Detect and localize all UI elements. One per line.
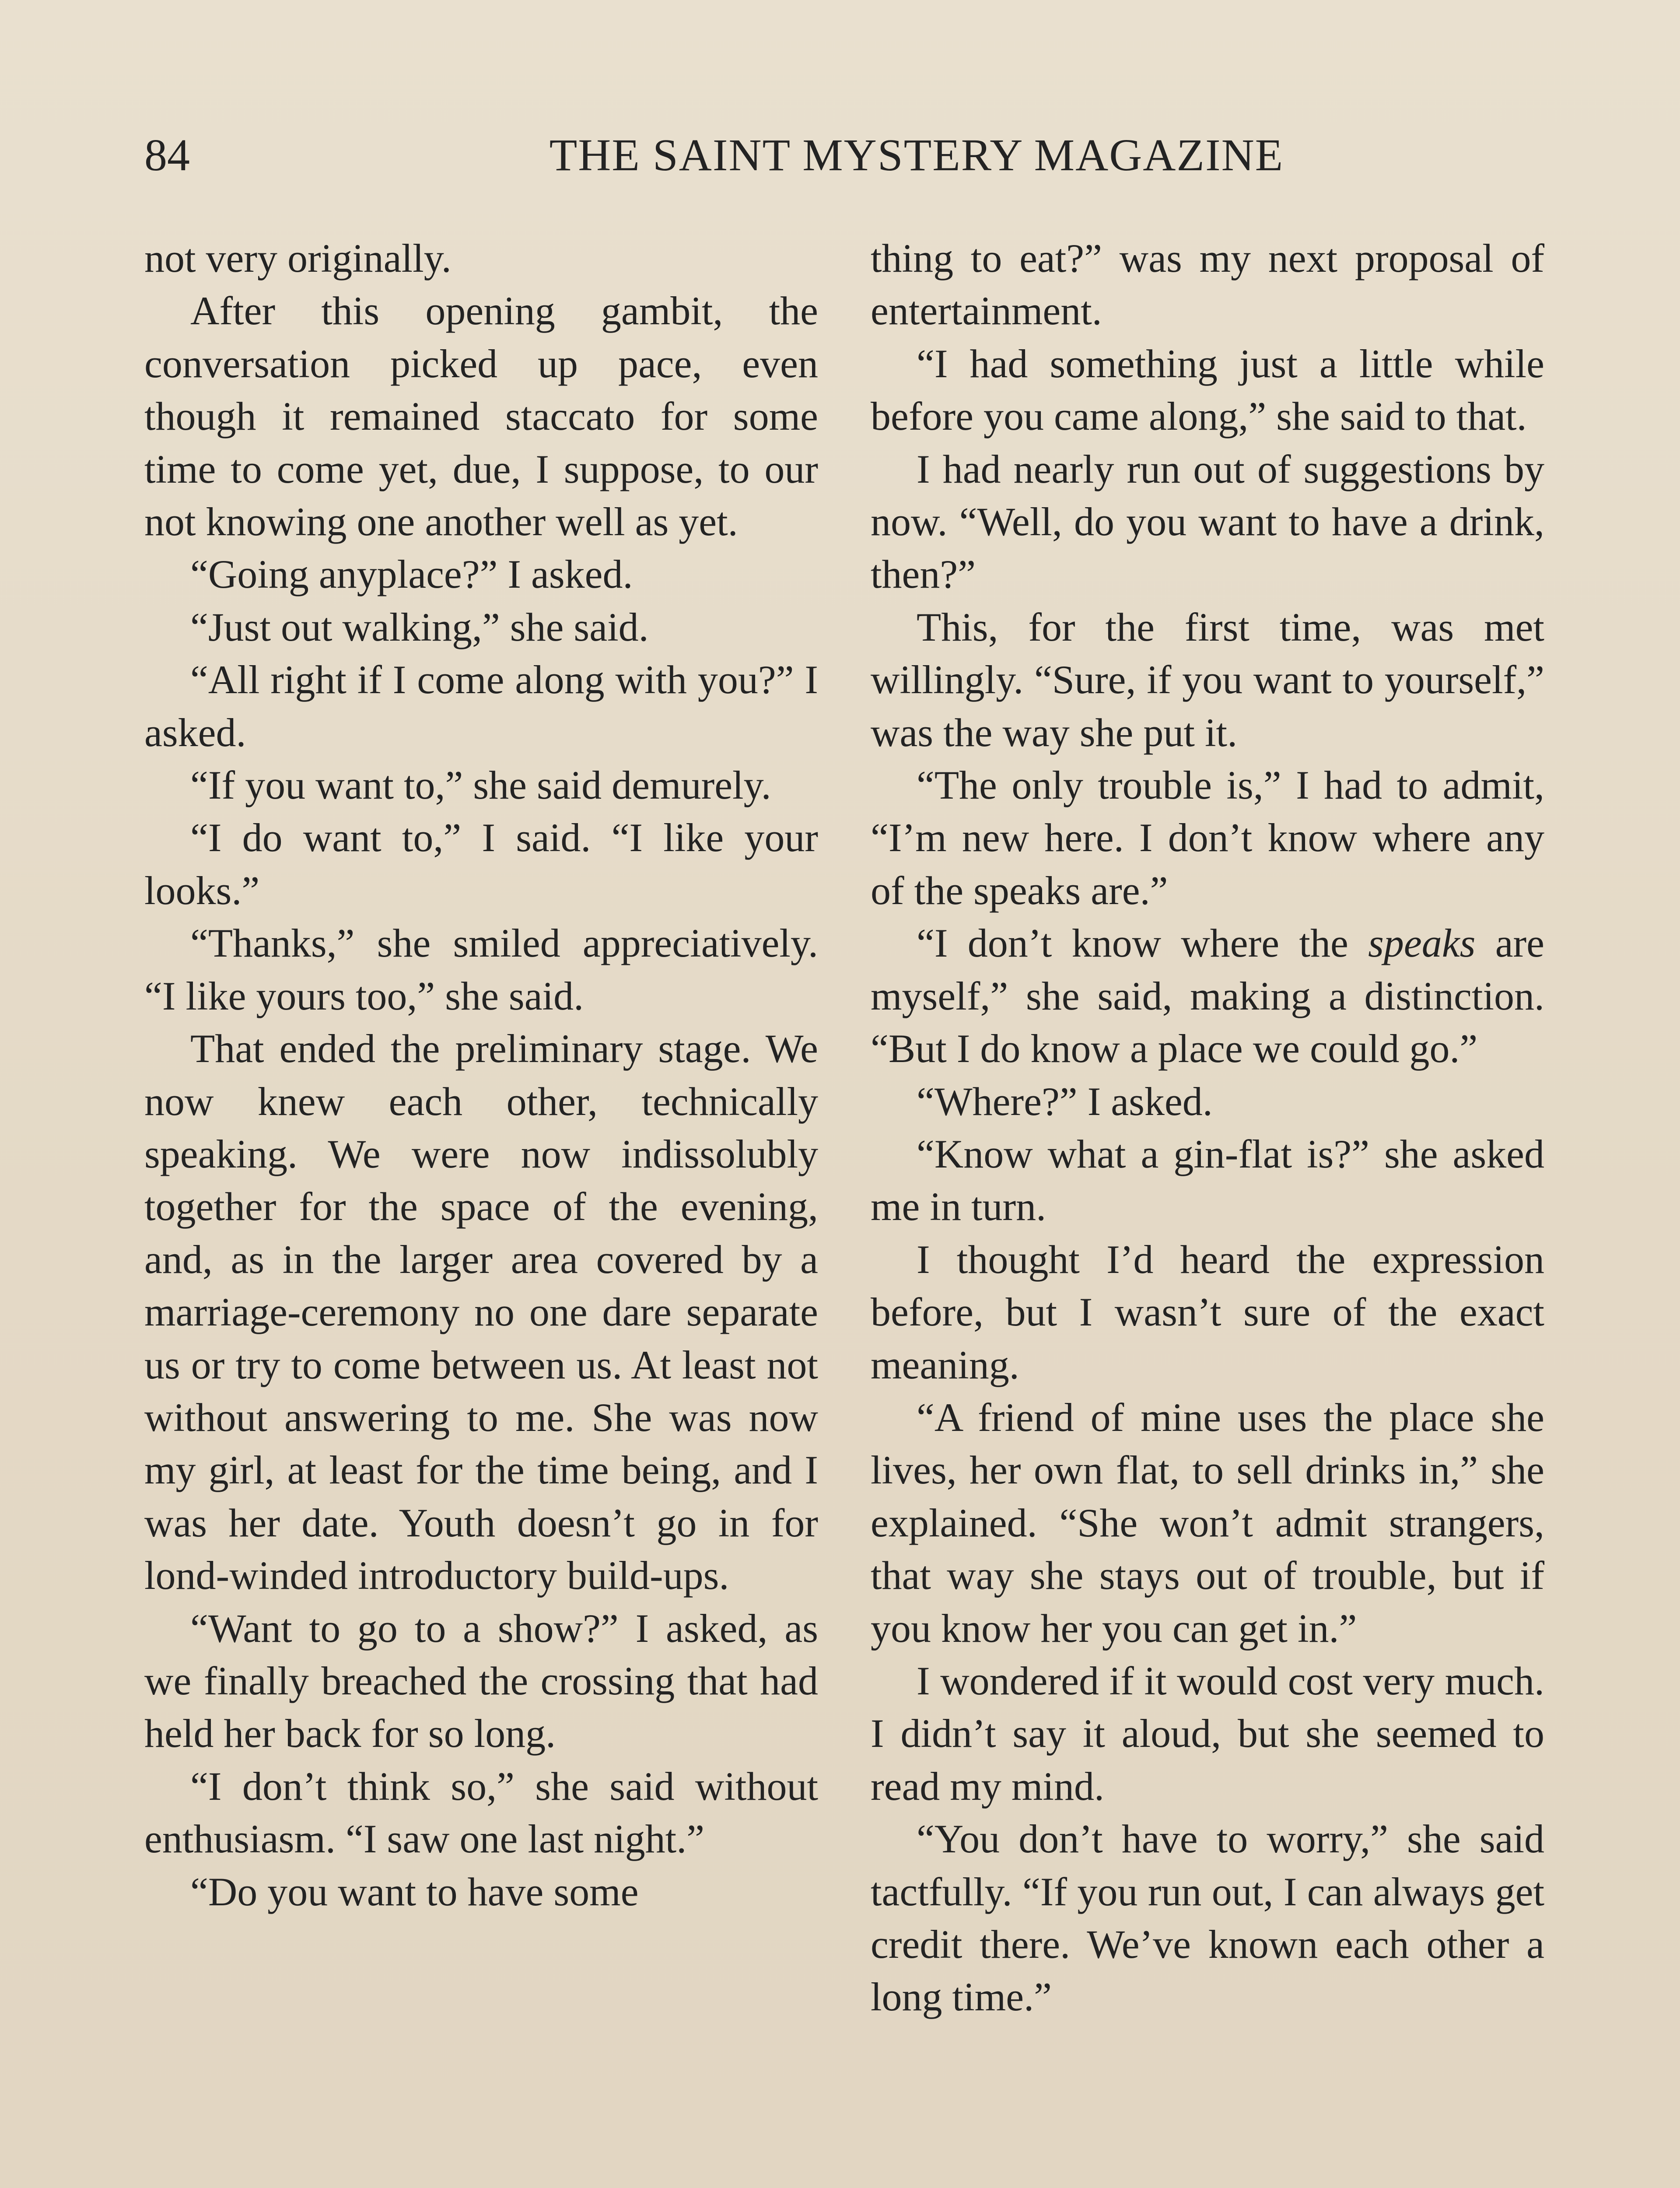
running-head: THE SAINT MYSTERY MAGAZINE xyxy=(549,130,1284,180)
paragraph: “Just out walking,” she said. xyxy=(190,604,649,649)
paragraph: I had nearly run out of suggestions by now. “Well, do you want to have a drink, then?” xyxy=(871,446,1544,597)
paragraph: not very originally. xyxy=(144,236,452,281)
paragraph: After this opening gambit, the conversation picked up pace, even though it remained staccato for some time to come yet, due, I suppose, to our not knowing one another well as yet. xyxy=(144,288,818,544)
paragraph: “Want to go to a show?” I asked, as we finally breached the crossing that had held her back for so long. xyxy=(144,1606,818,1756)
paragraph: “If you want to,” she said demurely. xyxy=(190,763,771,808)
text-run: “I don’t know where the xyxy=(917,921,1368,966)
text-run: are myself,” she said, making a distinction. “But I do know a place we could go.” xyxy=(871,921,1544,1071)
paragraph: “You don’t have to worry,” she said tactfully. “If you run out, I can always get credit there. We’ve known each other a long time.” xyxy=(871,1816,1544,2020)
paragraph-with-italic xyxy=(871,917,1544,1075)
paragraph: That ended the preliminary stage. We now knew each other, technically speaking. We were now indissolubly together for the space of the evening, and, as in the larger area covered by a marriage-ceremony no one dare separate us or try to come between us. At least not without answering to me. She was now my girl, at least for the time being, and I was her date. Youth doesn’t go in for lond-winded introductory build-ups. xyxy=(144,1026,818,1598)
left-text-column xyxy=(144,232,818,1918)
paragraph: “All right if I come along with you?” I asked. xyxy=(144,657,818,755)
page-number: 84 xyxy=(144,130,190,180)
paragraph: “Know what a gin-flat is?” she asked me in turn. xyxy=(871,1131,1544,1229)
page-header xyxy=(144,127,1540,184)
paragraph: I wondered if it would cost very much. I didn’t say it aloud, but she seemed to read my mind. xyxy=(871,1658,1544,1809)
right-text-column xyxy=(871,232,1544,2023)
paragraph: “Thanks,” she smiled appreciatively. “I like yours too,” she said. xyxy=(144,921,818,1018)
paragraph: “A friend of mine uses the place she lives, her own flat, to sell drinks in,” she explained. “She won’t admit strangers, that way she stays out of trouble, but if you know her you can get in.” xyxy=(871,1395,1544,1651)
italic-word: speaks xyxy=(1368,921,1476,966)
paragraph: I thought I’d heard the expression before, but I wasn’t sure of the exact meaning. xyxy=(871,1237,1544,1387)
paragraph: “Where?” I asked. xyxy=(917,1079,1213,1124)
paragraph: “I had something just a little while before you came along,” she said to that. xyxy=(871,341,1544,439)
paragraph: “I don’t think so,” she said without enthusiasm. “I saw one last night.” xyxy=(144,1764,818,1862)
paragraph: “Do you want to have some xyxy=(190,1869,639,1914)
paragraph: “The only trouble is,” I had to admit, “I’m new here. I don’t know where any of the speaks are.” xyxy=(871,763,1544,913)
paragraph: “Going anyplace?” I asked. xyxy=(190,552,633,597)
paragraph: This, for the first time, was met willingly. “Sure, if you want to yourself,” was the way she put it. xyxy=(871,604,1544,755)
paragraph: thing to eat?” was my next proposal of entertainment. xyxy=(871,236,1544,333)
paragraph: “I do want to,” I said. “I like your looks.” xyxy=(144,815,818,913)
